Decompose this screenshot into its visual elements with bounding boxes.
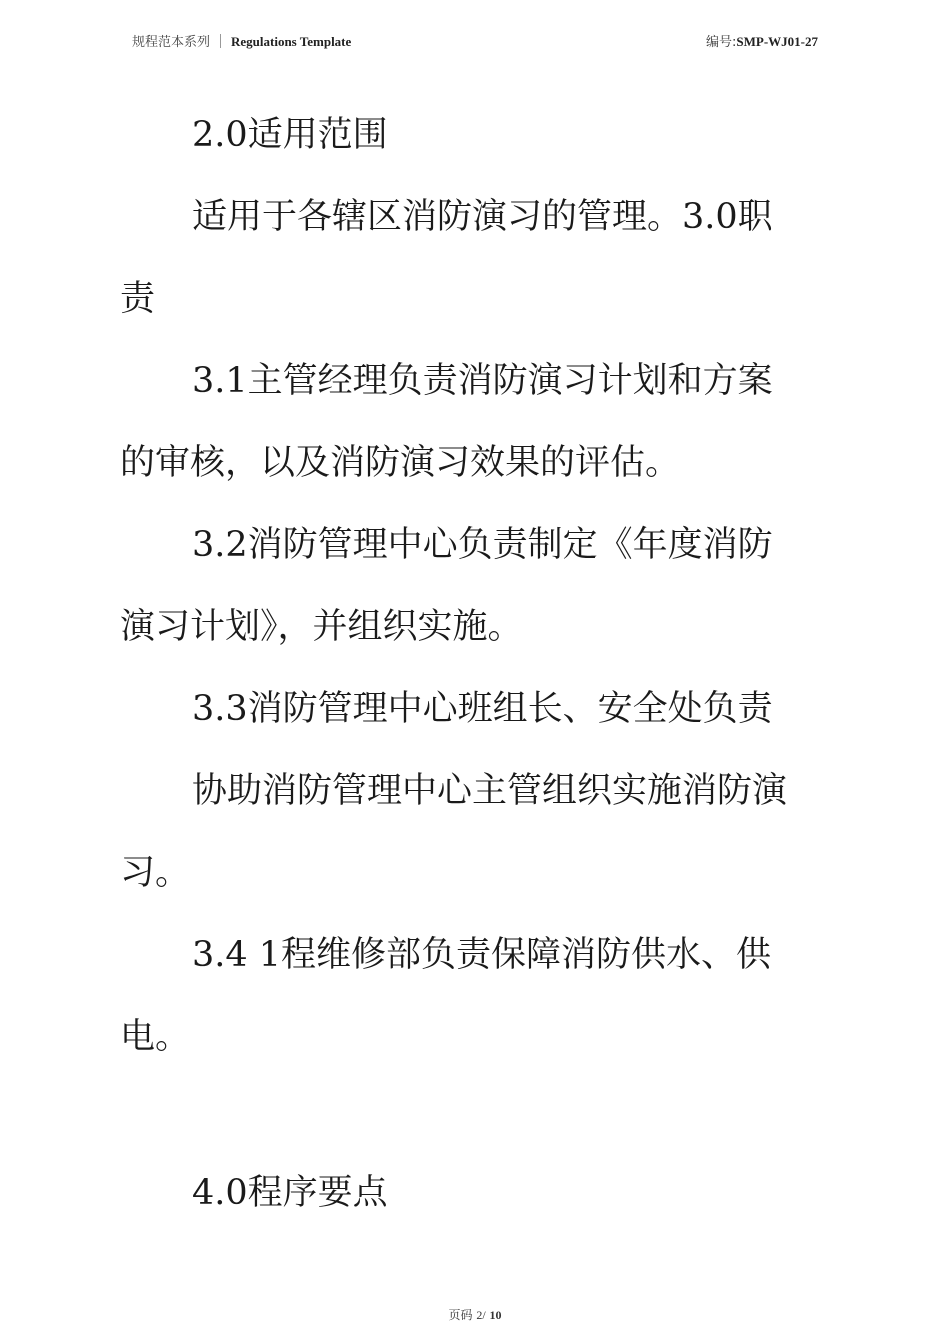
code-label: 编号: xyxy=(706,35,737,50)
body-line: 演习计划》，并组织实施。 xyxy=(120,607,523,647)
body-line: 习。 xyxy=(120,853,191,893)
page-separator: / xyxy=(482,1308,486,1322)
page-footer xyxy=(0,1306,950,1323)
page-current: 2 xyxy=(476,1308,483,1322)
section-heading: 4.0程序要点 xyxy=(192,1173,388,1213)
body-line: 的审核，以及消防演习效果的评估。 xyxy=(120,443,681,483)
header-divider xyxy=(220,34,221,48)
body-line: 电。 xyxy=(120,1017,191,1057)
body-line: 3.2消防管理中心负责制定《年度消防 xyxy=(192,525,773,565)
page-header xyxy=(0,0,950,78)
body-line: 3.1主管经理负责消防演习计划和方案 xyxy=(192,361,773,401)
header-left xyxy=(132,31,351,50)
section-heading: 2.0适用范围 xyxy=(192,115,388,155)
document-code xyxy=(706,31,818,50)
body-line: 3.4 1程维修部负责保障消防供水、供 xyxy=(192,935,772,975)
code-value: SMP-WJ01-27 xyxy=(736,34,818,49)
body-line: 协助消防管理中心主管组织实施消防演 xyxy=(192,771,788,811)
template-name: Regulations Template xyxy=(231,34,352,49)
body-line: 适用于各辖区消防演习的管理。3.0职 xyxy=(192,197,773,237)
series-name: 规程范本系列 xyxy=(132,35,211,50)
page-label: 页码 xyxy=(448,1308,473,1322)
body-line: 责 xyxy=(120,279,156,319)
body-line: 3.3消防管理中心班组长、安全处负责 xyxy=(192,689,773,729)
page-total: 10 xyxy=(489,1308,502,1322)
